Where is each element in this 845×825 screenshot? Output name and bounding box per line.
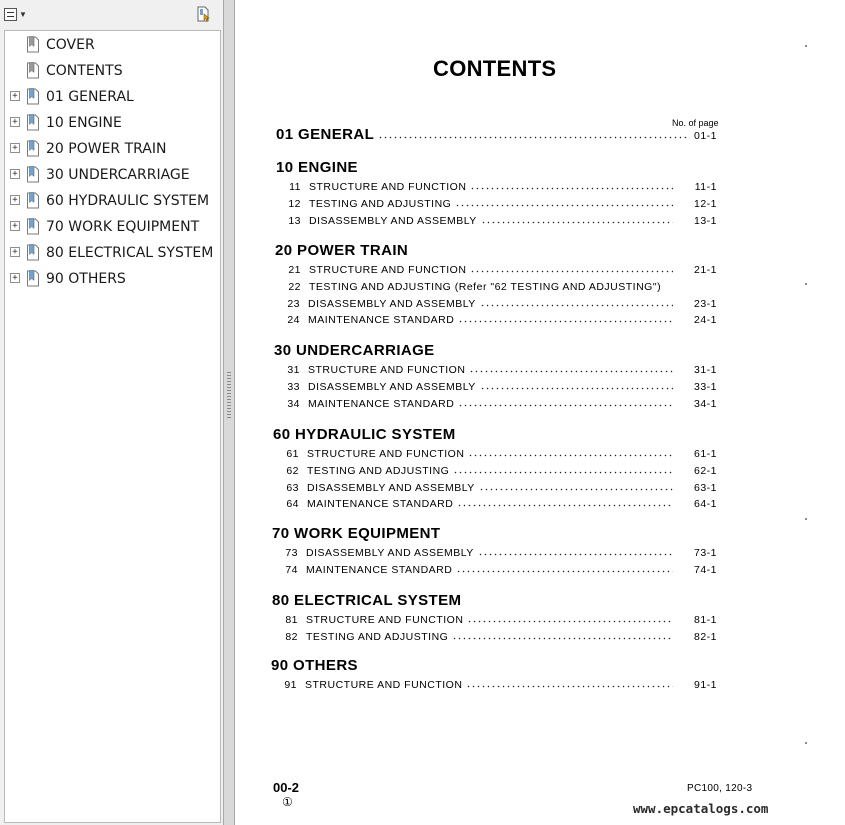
section-heading: 30 UNDERCARRIAGE [274, 342, 435, 359]
bookmark-item[interactable] [5, 189, 220, 213]
scan-speck [805, 283, 807, 285]
page-ref: 13-1 [693, 214, 717, 227]
bookmark-icon [26, 244, 40, 261]
no-of-page-label: No. of page [672, 118, 719, 128]
page-ref: 74-1 [693, 563, 717, 576]
section-heading: 20 POWER TRAIN [275, 242, 409, 259]
entry-number: 91 [284, 679, 297, 691]
page-title: CONTENTS [433, 56, 557, 81]
bookmark-icon [26, 114, 40, 131]
expand-toggle-icon[interactable]: + [10, 169, 20, 179]
bookmark-icon [26, 36, 40, 53]
entry-number: 81 [285, 614, 298, 626]
entry-number: 62 [286, 464, 299, 477]
entry-title: TESTING AND ADJUSTING [306, 630, 449, 643]
expand-toggle-icon[interactable]: + [10, 195, 20, 205]
contents-entry [276, 381, 717, 395]
chevron-down-icon: ▼ [19, 9, 27, 19]
contents-entry [275, 498, 717, 512]
dot-leader [467, 615, 673, 623]
panel-splitter[interactable] [223, 0, 235, 825]
dot-leader [457, 499, 673, 507]
bookmark-icon [26, 62, 40, 79]
entry-title: TESTING AND ADJUSTING [307, 464, 450, 477]
bookmark-icon [26, 166, 40, 183]
entry-number: 74 [285, 563, 298, 576]
bookmark-label: 70 WORK EQUIPMENT [46, 219, 200, 235]
watermark: www.epcatalogs.com [633, 801, 769, 816]
dot-leader [378, 131, 690, 139]
bookmark-item[interactable] [5, 267, 220, 291]
scan-speck [805, 742, 807, 744]
contents-entry [273, 679, 717, 693]
contents-entry [277, 215, 717, 229]
contents-entry [275, 448, 717, 462]
bookmark-icon [26, 88, 40, 105]
entry-title: DISASSEMBLY AND ASSEMBLY [308, 297, 476, 310]
entry-title: TESTING AND ADJUSTING [309, 197, 452, 210]
document-page [235, 0, 845, 825]
contents-entry [276, 298, 717, 312]
bookmark-tree [4, 30, 221, 823]
section-heading: 10 ENGINE [276, 159, 358, 176]
contents-entry [277, 198, 717, 212]
expand-toggle-icon[interactable]: + [10, 143, 20, 153]
bookmark-label: 10 ENGINE [46, 115, 122, 131]
entry-number: 33 [287, 380, 300, 393]
entry-title: DISASSEMBLY AND ASSEMBLY [306, 547, 474, 559]
bookmark-label: 60 HYDRAULIC SYSTEM [46, 193, 210, 209]
entry-title: STRUCTURE AND FUNCTION [308, 364, 466, 376]
contents-entry [277, 281, 717, 295]
expand-toggle-icon[interactable]: + [10, 221, 20, 231]
entry-number: 82 [285, 630, 298, 643]
expand-toggle-icon[interactable]: + [10, 273, 20, 283]
entry-title: MAINTENANCE STANDARD [307, 498, 454, 511]
page-ref: 11-1 [694, 181, 717, 193]
section-heading [276, 126, 717, 143]
bookmark-item[interactable] [5, 111, 220, 135]
bookmark-label: 30 UNDERCARRIAGE [46, 167, 190, 183]
bookmark-item[interactable] [5, 85, 220, 109]
expand-toggle-icon[interactable]: + [10, 117, 20, 127]
entry-number: 64 [286, 498, 299, 511]
bookmarks-toolbar [0, 0, 223, 28]
expand-toggle-icon[interactable]: + [10, 91, 20, 101]
dot-leader [469, 365, 673, 373]
contents-entry [275, 482, 717, 496]
bookmark-item[interactable] [5, 163, 220, 187]
bookmark-options-menu[interactable] [4, 6, 28, 22]
entry-number: 12 [288, 197, 301, 210]
bookmark-icon [26, 192, 40, 209]
dot-leader [470, 182, 673, 190]
bookmark-icon [26, 140, 40, 157]
revision-mark: ① [282, 795, 293, 809]
entry-title: MAINTENANCE STANDARD [308, 397, 455, 410]
dot-leader [452, 632, 673, 640]
entry-title: STRUCTURE AND FUNCTION [307, 448, 465, 460]
entry-number: 61 [286, 448, 299, 460]
bookmark-label: 90 OTHERS [46, 271, 126, 287]
contents-entry [274, 631, 717, 645]
dot-leader [453, 466, 673, 474]
page-ref: 81-1 [693, 614, 717, 626]
page-ref: 33-1 [693, 380, 717, 393]
scan-speck [805, 45, 807, 47]
entry-title: DISASSEMBLY AND ASSEMBLY [308, 380, 476, 393]
contents-entry [274, 547, 717, 561]
contents-entry [277, 264, 717, 278]
entry-title: MAINTENANCE STANDARD [306, 563, 453, 576]
page-ref: 34-1 [693, 397, 717, 410]
options-list-icon [4, 8, 17, 21]
section-heading-text: 01 GENERAL [276, 126, 375, 143]
section-heading: 70 WORK EQUIPMENT [272, 525, 441, 542]
page-ref: 62-1 [693, 464, 717, 477]
entry-title: MAINTENANCE STANDARD [308, 314, 455, 327]
dot-leader [458, 315, 673, 323]
entry-number: 23 [287, 297, 300, 310]
section-heading: 80 ELECTRICAL SYSTEM [272, 592, 462, 609]
page-ref: 23-1 [693, 297, 717, 310]
bookmark-icon [26, 218, 40, 235]
page-number: 00-2 [273, 780, 300, 795]
dot-leader [481, 216, 673, 224]
bookmarks-panel [0, 0, 223, 825]
dot-leader [480, 299, 673, 307]
page-ref: 61-1 [693, 448, 717, 460]
entry-title: STRUCTURE AND FUNCTION [309, 264, 467, 276]
contents-entry [274, 614, 717, 628]
bookmark-item[interactable] [5, 137, 220, 161]
dot-leader [456, 565, 673, 573]
entry-number: 63 [286, 481, 299, 494]
section-heading: 90 OTHERS [271, 657, 358, 674]
entry-title: DISASSEMBLY AND ASSEMBLY [307, 481, 475, 494]
contents-entry [277, 181, 717, 195]
entry-number: 31 [287, 364, 300, 376]
section-heading: 60 HYDRAULIC SYSTEM [273, 426, 456, 443]
expand-toggle-icon[interactable]: + [10, 247, 20, 257]
page-ref: 63-1 [693, 481, 717, 494]
contents-entry [276, 364, 717, 378]
expand-bookmark-button[interactable] [195, 5, 213, 23]
entry-number: 13 [288, 214, 301, 227]
entry-title: STRUCTURE AND FUNCTION [305, 679, 463, 691]
dot-leader [455, 199, 673, 207]
page-ref: 01-1 [693, 130, 717, 142]
bookmark-item[interactable] [5, 215, 220, 239]
bookmark-icon [26, 270, 40, 287]
entry-number: 73 [285, 547, 298, 559]
dot-leader [478, 548, 673, 556]
dot-leader [458, 399, 673, 407]
dot-leader [479, 483, 673, 491]
bookmark-item[interactable] [5, 33, 220, 57]
scan-speck [805, 518, 807, 520]
bookmark-label: 20 POWER TRAIN [46, 141, 167, 157]
page-ref: 64-1 [693, 498, 717, 511]
entry-number: 34 [287, 397, 300, 410]
bookmark-label: COVER [46, 37, 95, 53]
dot-leader [468, 449, 673, 457]
entry-title: DISASSEMBLY AND ASSEMBLY [309, 214, 477, 227]
page-ref: 12-1 [693, 197, 717, 210]
entry-number: 21 [288, 264, 301, 276]
contents-entry [276, 398, 717, 412]
page-ref: 82-1 [693, 630, 717, 643]
page-ref: 21-1 [693, 264, 717, 276]
dot-leader [466, 680, 673, 688]
splitter-grip-icon [227, 372, 231, 420]
entry-title: TESTING AND ADJUSTING (Refer "62 TESTING AND ADJUSTING") [309, 280, 662, 293]
bookmark-item[interactable] [5, 241, 220, 265]
page-ref: 73-1 [693, 547, 717, 559]
bookmark-label: 80 ELECTRICAL SYSTEM [46, 245, 214, 261]
contents-entry [274, 564, 717, 578]
model-number: PC100, 120-3 [687, 783, 753, 794]
expand-bookmark-icon [195, 5, 213, 23]
dot-leader [480, 382, 673, 390]
bookmark-label: CONTENTS [46, 63, 123, 79]
dot-leader [470, 265, 673, 273]
entry-number: 24 [287, 314, 300, 327]
contents-entry [276, 314, 717, 328]
bookmark-item[interactable] [5, 59, 220, 83]
contents-entry [275, 465, 717, 479]
page-ref: 91-1 [693, 679, 717, 691]
page-ref: 31-1 [693, 364, 717, 376]
page-ref: 24-1 [693, 314, 717, 327]
entry-title: STRUCTURE AND FUNCTION [306, 614, 464, 626]
entry-title: STRUCTURE AND FUNCTION [309, 181, 467, 193]
entry-number: 22 [288, 280, 301, 293]
entry-number: 11 [289, 181, 301, 193]
bookmark-label: 01 GENERAL [46, 89, 134, 105]
